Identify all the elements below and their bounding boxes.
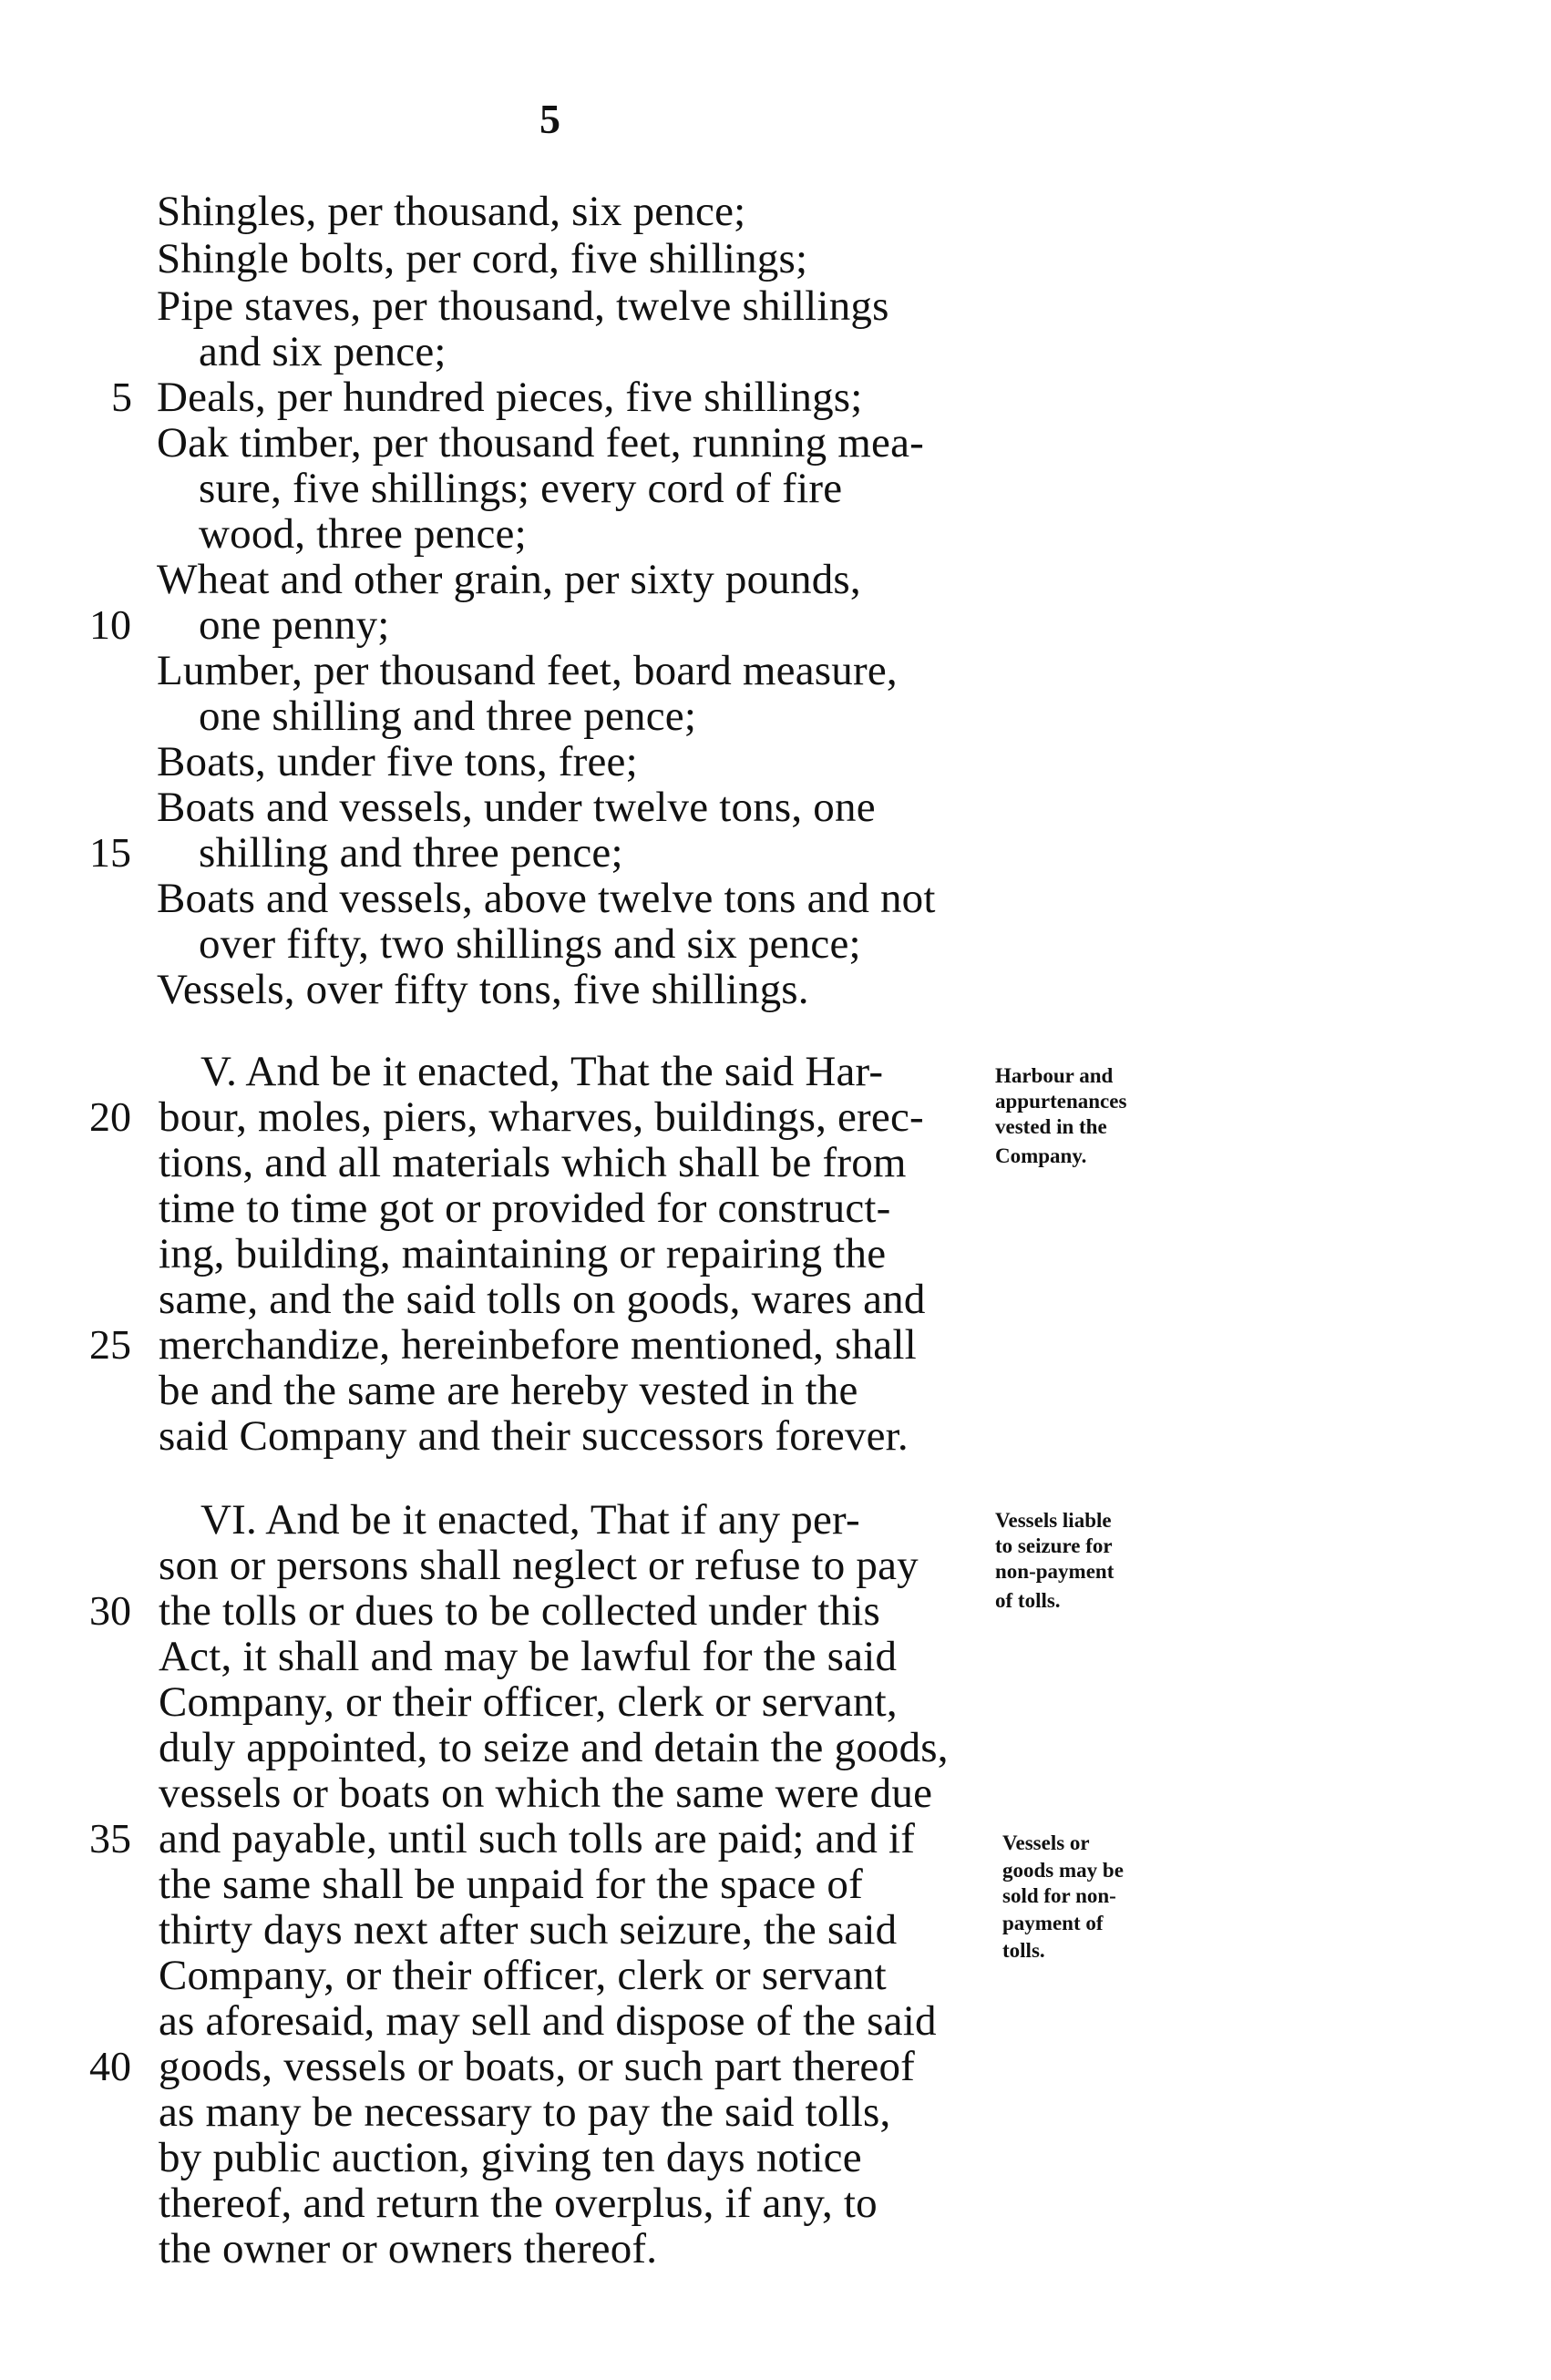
line-number: 20 <box>89 1093 131 1140</box>
text-line: over fifty, two shillings and six pence; <box>199 920 861 968</box>
text-line: vessels or boats on which the same were due <box>159 1770 933 1817</box>
text-line: Vessels, over fifty tons, five shillings. <box>157 966 809 1013</box>
text-line: goods, vessels or boats, or such part thereof <box>159 2043 916 2090</box>
text-line: one shilling and three pence; <box>199 692 697 740</box>
margin-note-line: to seizure for <box>995 1534 1113 1557</box>
text-line: bour, moles, piers, wharves, buildings, erec- <box>159 1093 924 1141</box>
text-line: Act, it shall and may be lawful for the said <box>159 1633 898 1680</box>
line-number: 15 <box>89 829 131 876</box>
margin-note-line: non-payment <box>995 1560 1114 1583</box>
margin-note-line: vested in the <box>995 1115 1107 1138</box>
margin-note-line: tolls. <box>1002 1939 1045 1962</box>
text-line: same, and the said tolls on goods, wares and <box>159 1276 926 1323</box>
text-line: V. And be it enacted, That the said Har- <box>200 1048 884 1095</box>
text-line: by public auction, giving ten days notice <box>159 2134 862 2181</box>
margin-note-line: of tolls. <box>995 1589 1061 1612</box>
page-number: 5 <box>539 96 560 142</box>
margin-note-line: Company. <box>995 1144 1087 1167</box>
text-line: son or persons shall neglect or refuse to pay <box>159 1542 919 1589</box>
text-line: thirty days next after such seizure, the said <box>159 1906 898 1954</box>
text-line: sure, five shillings; every cord of fire <box>199 465 843 512</box>
margin-note-line: appurtenances <box>995 1090 1127 1113</box>
margin-note-line: goods may be <box>1002 1859 1124 1882</box>
text-line: merchandize, hereinbefore mentioned, shall <box>159 1321 917 1369</box>
text-line: said Company and their successors forever. <box>159 1412 909 1460</box>
text-line: Boats and vessels, above twelve tons and not <box>157 875 936 922</box>
text-line: Deals, per hundred pieces, five shillings; <box>157 374 863 421</box>
text-line: as aforesaid, may sell and dispose of the said <box>159 1997 937 2045</box>
text-line: Shingles, per thousand, six pence; <box>157 188 746 235</box>
text-line: shilling and three pence; <box>199 829 623 877</box>
text-line: be and the same are hereby vested in the <box>159 1367 858 1414</box>
text-line: thereof, and return the overplus, if any, to <box>159 2180 878 2227</box>
text-line: Oak timber, per thousand feet, running mea- <box>157 419 925 467</box>
margin-note-line: Vessels or <box>1002 1831 1090 1854</box>
line-number: 25 <box>89 1321 131 1368</box>
text-line: Pipe staves, per thousand, twelve shillings <box>157 282 889 330</box>
text-line: Company, or their officer, clerk or servant <box>159 1952 887 1999</box>
text-line: as many be necessary to pay the said tolls, <box>159 2088 891 2136</box>
text-line: one penny; <box>199 601 390 649</box>
line-number: 30 <box>89 1587 131 1634</box>
text-line: Shingle bolts, per cord, five shillings; <box>157 235 808 282</box>
line-number: 5 <box>111 374 132 420</box>
margin-note-line: sold for non- <box>1002 1884 1116 1907</box>
text-line: VI. And be it enacted, That if any per- <box>200 1496 860 1544</box>
margin-note-line: Harbour and <box>995 1064 1114 1087</box>
text-line: the same shall be unpaid for the space of <box>159 1861 863 1908</box>
text-line: duly appointed, to seize and detain the goods, <box>159 1724 949 1771</box>
text-line: Boats and vessels, under twelve tons, one <box>157 784 876 831</box>
text-line: time to time got or provided for construct- <box>159 1185 891 1232</box>
text-line: ing, building, maintaining or repairing the <box>159 1230 887 1277</box>
text-line: wood, three pence; <box>199 510 527 558</box>
text-line: tions, and all materials which shall be from <box>159 1139 907 1186</box>
text-line: and six pence; <box>199 328 447 375</box>
text-line: the owner or owners thereof. <box>159 2225 658 2272</box>
margin-note-line: payment of <box>1002 1912 1104 1934</box>
margin-note-line: Vessels liable <box>995 1509 1112 1532</box>
text-line: Lumber, per thousand feet, board measure, <box>157 647 898 694</box>
line-number: 10 <box>89 601 131 648</box>
text-line: Wheat and other grain, per sixty pounds, <box>157 556 861 603</box>
text-line: and payable, until such tolls are paid; and if <box>159 1815 916 1862</box>
text-line: Boats, under five tons, free; <box>157 738 638 785</box>
line-number: 40 <box>89 2043 131 2089</box>
text-line: the tolls or dues to be collected under this <box>159 1587 880 1635</box>
line-number: 35 <box>89 1815 131 1862</box>
text-line: Company, or their officer, clerk or servant, <box>159 1678 898 1726</box>
